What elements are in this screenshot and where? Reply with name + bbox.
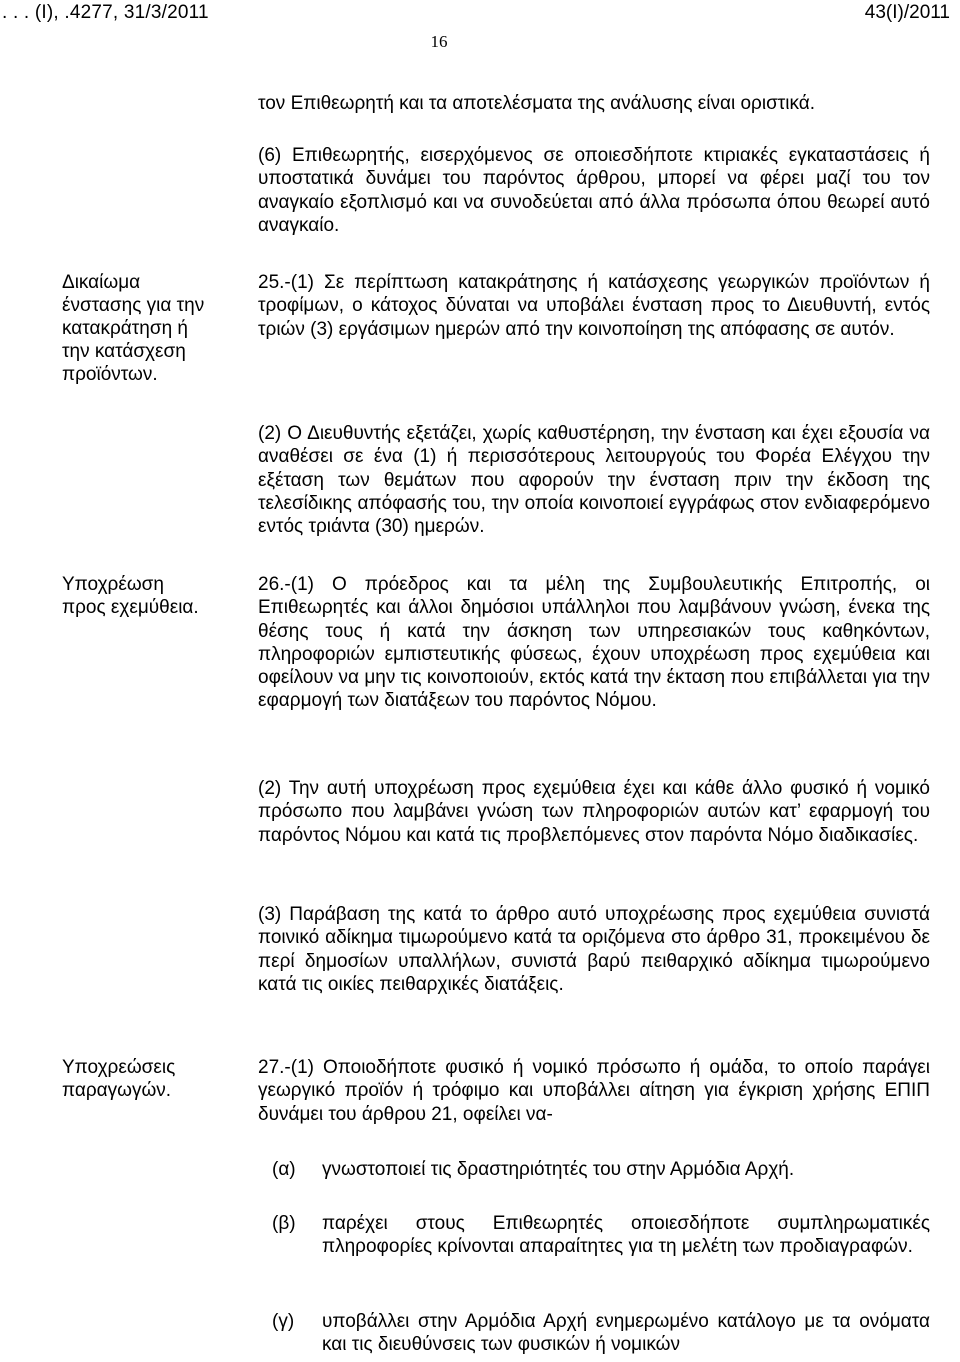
- list-item-label: (α): [272, 1159, 296, 1180]
- page-number: 16: [430, 32, 448, 51]
- paragraph-24-6: (6) Επιθεωρητής, εισερχόμενος σε οποιεσδήποτε κτιριακές εγκαταστάσεις ή υποστατικά δυνάμει του παρόντος άρθρου, μπορεί να φέρει μαζί του τον αναγκαίο εξοπλισμό και να συνοδεύεται από άλλα πρόσωπα όπου θεωρεί αυτό αναγκαίο.: [258, 145, 930, 236]
- paragraph-26-1: 26.-(1) Ο πρόεδρος και τα μέλη της Συμβουλευτικής Επιτροπής, οι Επιθεωρητές και άλλοι δημόσιοι υπάλληλοι που λαμβάνουν γνώση, ένεκα της θέσης τους ή κατά την άσκηση των υπηρεσιακών τους καθηκόντων, πληροφοριών εμπιστευτικής φύσεως, έχουν υποχρέωση προς εχεμύθεια και οφείλουν να μην τις κοινοποιούν, εκτός κατά την έκταση που επιβάλλεται για την εφαρμογή των διατάξεων του παρόντος Νόμου.: [258, 574, 930, 712]
- list-item-label: (β): [272, 1213, 296, 1234]
- paragraph-25-2: (2) Ο Διευθυντής εξετάζει, χωρίς καθυστέρηση, την ένσταση και έχει εξουσία να αναθέσει σε ένα (1) ή περισσότερους λειτουργούς του Φορέα Ελέγχου την εξέταση των θεμάτων που αφορούν την ένσταση πριν την έκδοση της τελεσίδικης απόφασής του, την οποία κοινοποιεί εγγράφως στον ενδιαφερόμενο εντός τριάντα (30) ημερών.: [258, 423, 930, 538]
- margin-note-objection: Δικαίωμα ένστασης για την κατακράτηση ή την κατάσχεση προϊόντων.: [62, 272, 205, 385]
- margin-note-producers: Υποχρεώσεις παραγωγών.: [62, 1057, 176, 1101]
- paragraph-26-2: (2) Την αυτή υποχρέωση προς εχεμύθεια έχει και κάθε άλλο φυσικό ή νομικό πρόσωπο που λαμβάνει γνώση των πληροφοριών αυτών κατ’ εφαρμογή του παρόντος Νόμου και κατά τις προβλεπόμενες στον παρόντα Νόμο διαδικασίες.: [258, 778, 930, 846]
- paragraph-continuation: τον Επιθεωρητή και τα αποτελέσματα της ανάλυσης είναι οριστικά.: [258, 93, 816, 114]
- paragraph-27-1: 27.-(1) Οποιοδήποτε φυσικό ή νομικό πρόσωπο ή ομάδα, το οποίο παράγει γεωργικό προϊόν ή τρόφιμο και υποβάλλει αίτηση για έγκριση χρήσης ΕΠΙΠ δυνάμει του άρθρου 21, οφείλει να-: [258, 1057, 930, 1125]
- list-item-label: (γ): [272, 1311, 295, 1332]
- paragraph-26-3: (3) Παράβαση της κατά το άρθρο αυτό υποχρέωσης προς εχεμύθεια συνιστά ποινικό αδίκημα τιμωρούμενο κατά τα οριζόμενα στο άρθρο 31, προκειμένου δε περί δημοσίων υπαλλήλων, συνιστά βαρύ πειθαρχικό αδίκημα τιμωρούμενο κατά τις οικίες πειθαρχικές διατάξεις.: [258, 904, 930, 995]
- paragraph-25-1: 25.-(1) Σε περίπτωση κατακράτησης ή κατάσχεσης γεωργικών προϊόντων ή τροφίμων, ο κάτοχος δύναται να υποβάλει ένσταση προς το Διευθυντή, εντός τριών (3) εργάσιμων ημερών από την κοινοποίηση της απόφασης σε αυτόν.: [258, 272, 930, 340]
- margin-note-confidentiality: Υποχρέωση προς εχεμύθεια.: [62, 574, 199, 618]
- header-left: . . . (Ι), .4277, 31/3/2011: [2, 2, 209, 23]
- header-right: 43(Ι)/2011: [864, 2, 950, 23]
- list-item-text: παρέχει στους Επιθεωρητές οποιεσδήποτε συμπληρωματικές πληροφορίες κρίνονται απαραίτητες για τη μελέτη των προδιαγραφών.: [322, 1213, 930, 1258]
- list-item-text: γνωστοποιεί τις δραστηριότητές του στην Αρμόδια Αρχή.: [322, 1159, 795, 1180]
- list-item-text: υποβάλλει στην Αρμόδια Αρχή ενημερωμένο κατάλογο με τα ονόματα και τις διευθύνσεις των φυσικών ή νομικών: [322, 1311, 930, 1356]
